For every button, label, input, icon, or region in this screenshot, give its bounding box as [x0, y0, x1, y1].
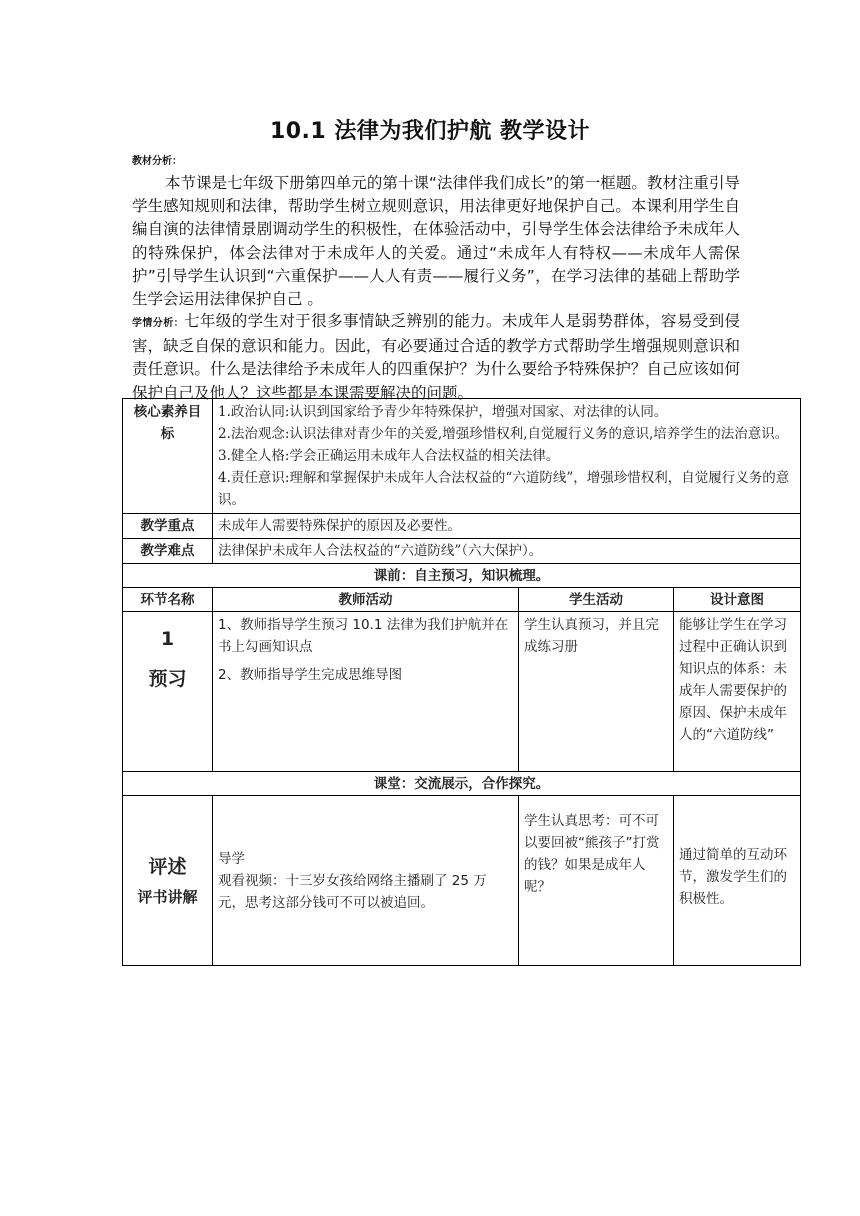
- preview-number: 1: [160, 628, 175, 650]
- difficulty-text: 法律保护未成年人合法权益的“六道防线”（六大保护）。: [213, 539, 801, 564]
- preview-teacher-activity: [213, 612, 519, 772]
- header-teacher-activity: 教师活动: [213, 588, 519, 612]
- header-student-activity: 学生活动: [519, 588, 674, 612]
- difficulty-row: [123, 539, 801, 564]
- pre-class-row: [123, 564, 801, 588]
- page-title: 10.1 法律为我们护航 教学设计: [269, 119, 591, 144]
- preview-row: [123, 612, 801, 772]
- header-section-name: 环节名称: [123, 588, 213, 612]
- goal-item: 1.政治认同:认识到国家给予青少年特殊保护，增强对国家、对法律的认同。: [218, 404, 668, 420]
- teacher-step-2: 2、教师指导学生完成思维导图: [218, 667, 403, 683]
- student-analysis: [132, 310, 740, 405]
- preview-name: 预习: [148, 668, 187, 690]
- core-literacy-row: [123, 399, 801, 514]
- student-analysis-text: 七年级的学生对于很多事情缺乏辨别的能力。未成年人是弱势群体，容易受到侵害，缺乏自保的意识和能力。因此，有必要通过合适的教学方式帮助学生增强规则意识和责任意识。什么是法律给予未成年人的四重保护？为什么要给予特殊保护？自己应该如何保护自己及他人？这些都是本课需要解决的问题。: [132, 312, 741, 402]
- review-section: [123, 796, 213, 966]
- core-literacy-label: [123, 399, 213, 514]
- teacher-guide: 导学: [218, 850, 245, 867]
- column-header-row: [123, 588, 801, 612]
- textbook-analysis-label: 教材分析：: [132, 156, 182, 167]
- review-row: [123, 796, 801, 966]
- goal-item: 3.健全人格:学会正确运用未成年人合法权益的相关法律。: [218, 448, 560, 464]
- preview-student-activity: 学生认真预习，并且完成练习册: [519, 612, 674, 772]
- lesson-plan-table: [122, 398, 801, 966]
- textbook-analysis-text: 本节课是七年级下册第四单元的第十课“法律伴我们成长”的第一框题。教材注重引导学生感知规则和法律，帮助学生树立规则意识，用法律更好地保护自己。本课利用学生自编自演的法律情景剧调动学生的积极性，在体验活动中，引导学生体会法律给予未成年人的特殊保护，体会法律对于未成年人的关爱。通过“未成年人有特权——未成年人需保护”引导学生认识到“六重保护——人人有责——履行义务”，在学习法律的基础上帮助学生学会运用法律保护自己 。: [132, 174, 740, 309]
- header-design-intent: 设计意图: [674, 588, 801, 612]
- in-class-heading: 课堂：交流展示，合作探究。: [123, 772, 801, 796]
- student-analysis-label: 学情分析：: [132, 318, 184, 329]
- review-teacher-activity: [213, 796, 519, 966]
- core-literacy-label-text: 核心素养目标: [133, 404, 202, 442]
- preview-section: [123, 612, 213, 772]
- goal-item: 4.责任意识:理解和掌握保护未成年人合法权益的“六道防线”，增强珍惜权利，自觉履行义务的意识。: [218, 470, 790, 508]
- key-point-label: 教学重点: [123, 514, 213, 539]
- pre-class-heading: 课前：自主预习，知识梳理。: [123, 564, 801, 588]
- teacher-video-task: 观看视频：十三岁女孩给网络主播刷了 25 万元，思考这部分钱可不可以被追回。: [218, 872, 487, 911]
- goal-item: 2.法治观念:认识法律对青少年的关爱,增强珍惜权利,自觉履行义务的意识,培养学生的法治意识。: [218, 426, 789, 442]
- review-design-intent: 通过简单的互动环节，激发学生们的积极性。: [674, 796, 801, 966]
- key-point-text: 未成年人需要特殊保护的原因及必要性。: [213, 514, 801, 539]
- difficulty-label: 教学难点: [123, 539, 213, 564]
- review-subname: 评书讲解: [137, 887, 198, 906]
- in-class-row: [123, 772, 801, 796]
- review-name: 评述: [148, 855, 187, 878]
- review-student-activity: 学生认真思考：可不可以要回被“熊孩子”打赏的钱？如果是成年人呢？: [519, 796, 674, 966]
- key-point-row: [123, 514, 801, 539]
- teacher-step-1: 1、教师指导学生预习 10.1 法律为我们护航并在书上勾画知识点: [218, 617, 509, 655]
- preview-design-intent: 能够让学生在学习过程中正确认识到知识点的体系：未成年人需要保护的原因、保护未成年人的“六道防线”: [674, 612, 801, 772]
- core-literacy-goals: [213, 399, 801, 514]
